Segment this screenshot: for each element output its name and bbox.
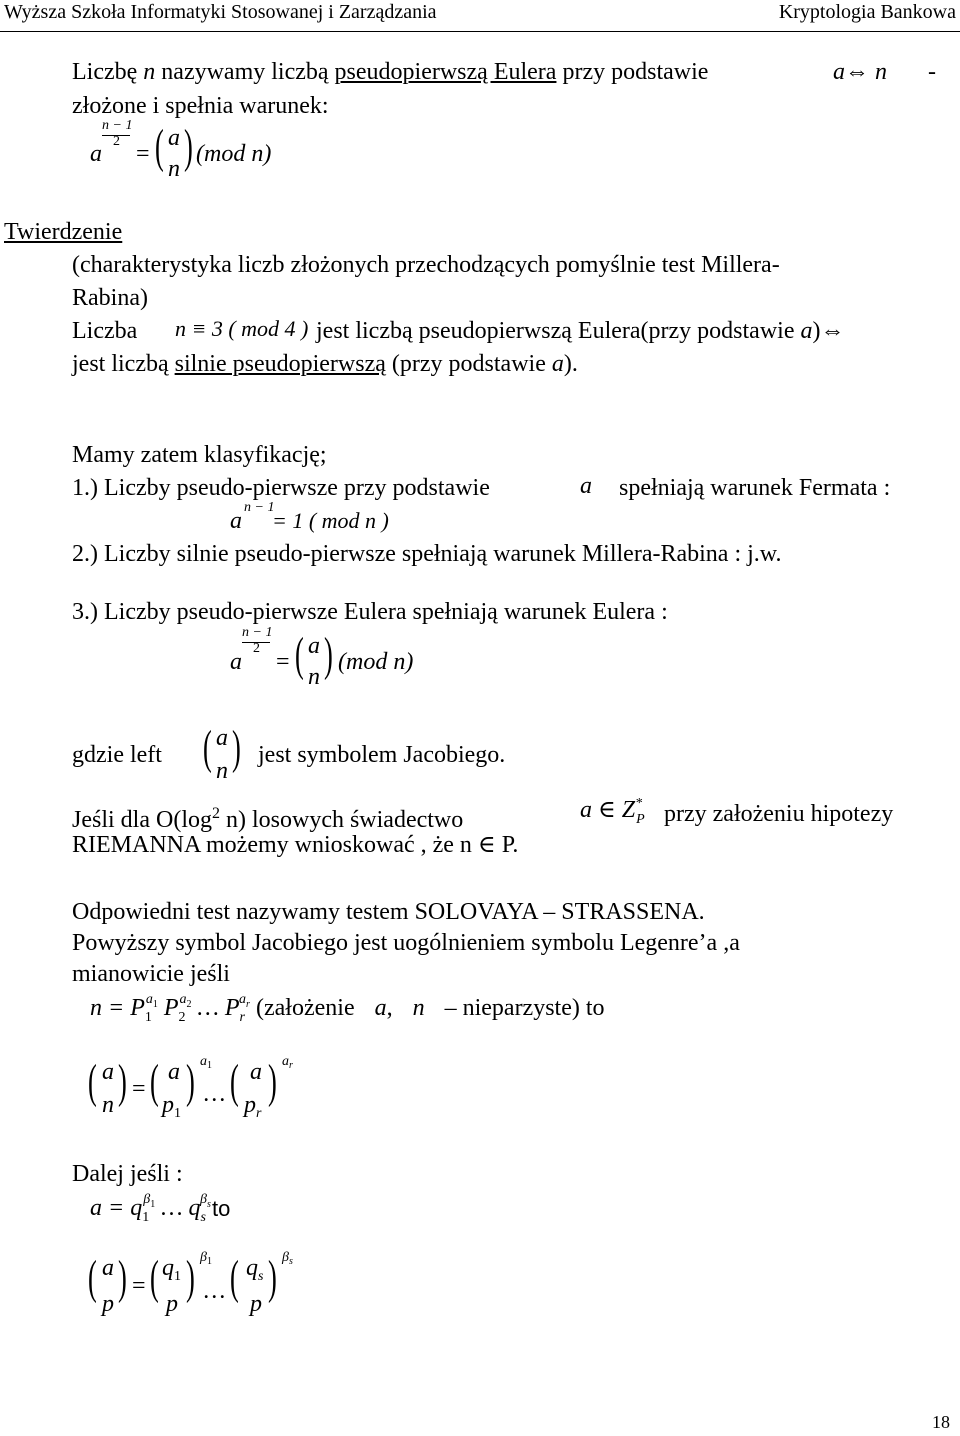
- riemann-line-2: RIEMANNA możemy wnioskować , że n ∈ P.: [72, 832, 519, 858]
- jp-f1-den-sub: 1: [174, 1106, 181, 1121]
- then-dots: … q: [161, 1195, 201, 1221]
- jacobi-left-text: gdzie left: [72, 742, 162, 768]
- theorem-iff: )⇔: [812, 318, 845, 344]
- ef1-sym-num: a: [168, 125, 180, 151]
- riemann-text-b: n) losowych świadectwo: [219, 807, 464, 833]
- lp-dots: …: [204, 1278, 226, 1304]
- theorem-congruence: n ≡ 3 ( mod 4 ): [175, 316, 309, 341]
- lp-f1-num: [162, 1254, 181, 1286]
- definition-condition: [833, 58, 887, 86]
- classification-item-2: 2.) Liczby silnie pseudo-pierwsze spełniają warunek Millera-Rabina : j.w.: [72, 541, 782, 567]
- jacobi-den: n: [216, 758, 228, 784]
- then-q1-sub: 1: [142, 1210, 150, 1225]
- ef2-sym-den: n: [308, 664, 320, 690]
- ef2-sym-num: a: [308, 633, 320, 659]
- riemann-elem-sub: P: [636, 812, 645, 827]
- factorization: [90, 994, 250, 1027]
- lp-f1-lparen: (: [150, 1251, 159, 1304]
- definition-line-2: złożone i spełnia warunek:: [72, 93, 329, 119]
- jp-f1-den-p: p: [162, 1092, 174, 1118]
- jp-f1-exp: [200, 1054, 212, 1070]
- page-number: 18: [932, 1412, 950, 1432]
- factor-p2-sub: 2: [178, 1010, 186, 1025]
- lp-f2-exp-b: β: [282, 1250, 289, 1265]
- jacobi-num: a: [216, 725, 228, 751]
- jp-f2-exp-a: a: [282, 1054, 289, 1069]
- riemann-elem-sup: *: [635, 796, 643, 811]
- then-qs-sub: s: [200, 1210, 206, 1225]
- jacobi-lparen: (: [203, 721, 212, 774]
- factor-p2-supsub: 2: [186, 999, 192, 1010]
- ef1-eq: =: [136, 141, 150, 167]
- ef1-exp-num: n − 1: [102, 118, 133, 133]
- solovay-line-3: mianowicie jeśli: [72, 961, 230, 987]
- ef2-base: a: [230, 649, 242, 675]
- def-term: pseudopierwszą Eulera: [334, 59, 557, 85]
- theorem-line-4a: jest liczbą: [72, 351, 175, 377]
- jacobi-right-text: jest symbolem Jacobiego.: [258, 742, 506, 768]
- factor-note-a: (założenie: [256, 995, 355, 1021]
- header-right: Kryptologia Bankowa: [778, 1, 956, 23]
- jp-f2-lparen: (: [230, 1055, 239, 1108]
- def-text-1: Liczbę: [72, 59, 144, 85]
- factor-p1-supsub: 1: [152, 999, 158, 1010]
- lp-l-num: a: [102, 1255, 114, 1281]
- lp-f2-exp-sub: s: [288, 1256, 293, 1267]
- definition-dash: -: [928, 59, 936, 85]
- factor-note-var-n: n: [412, 995, 425, 1021]
- theorem-line-4e: ).: [563, 351, 578, 377]
- lp-f1-exp-sub: 1: [206, 1256, 212, 1267]
- jp-l-den: n: [102, 1092, 114, 1118]
- def-text-2: nazywamy liczbą: [155, 59, 335, 85]
- lp-f2-exp: [282, 1250, 293, 1266]
- riemann-element: [580, 796, 645, 828]
- fermat-rest: = 1 ( mod n ): [272, 508, 389, 533]
- lp-f1-q: q: [162, 1255, 174, 1281]
- jp-f1-num: a: [168, 1059, 180, 1085]
- theorem-var-a2: a: [551, 351, 564, 377]
- factor-pr-sup: a: [238, 992, 246, 1007]
- factor-p1-sub: 1: [144, 1010, 152, 1025]
- fermat-base: a: [230, 508, 242, 534]
- header-left: Wyższa Szkoła Informatyki Stosowanej i Zarządzania: [4, 1, 437, 23]
- lp-f2-num: [246, 1254, 263, 1286]
- then-lhs: a = q: [90, 1195, 143, 1221]
- jp-f1-exp-a: a: [200, 1054, 207, 1069]
- theorem-line-4c: (przy podstawie: [385, 351, 552, 377]
- jp-eq: =: [132, 1076, 146, 1102]
- riemann-elem: a ∈ Z: [580, 797, 636, 823]
- ef1-sym-den: n: [168, 156, 180, 182]
- cond-n: n: [875, 59, 887, 85]
- riemann-text-a: Jeśli dla O(log: [72, 807, 212, 833]
- jp-f2-rparen: ): [268, 1055, 277, 1108]
- factor-note-var-a: a: [374, 995, 387, 1021]
- lp-f1-exp: [200, 1250, 212, 1266]
- then-qs-sup: β: [199, 1192, 207, 1207]
- theorem-title: Twierdzenie: [4, 219, 123, 245]
- jp-f1-exp-sub: 1: [207, 1060, 212, 1071]
- ef2-mod: (mod n): [338, 649, 414, 675]
- factor-note-comma: ,: [386, 995, 393, 1021]
- then-factorization: [90, 1194, 211, 1227]
- lp-l-lparen: (: [88, 1251, 97, 1304]
- lp-l-den: p: [102, 1291, 114, 1317]
- def-var-n: n: [143, 59, 156, 85]
- factor-lhs: n = P: [90, 995, 145, 1021]
- lp-f1-exp-b: β: [200, 1250, 207, 1265]
- solovay-line-1: Odpowiedni test nazywamy testem SOLOVAYA – STRASSENA.: [72, 899, 705, 925]
- jp-l-num: a: [102, 1059, 114, 1085]
- then-q1-sup: β: [143, 1192, 151, 1207]
- definition-line-1: [72, 58, 708, 86]
- factor-pr-sub: r: [239, 1010, 245, 1025]
- lp-f1-rparen: ): [186, 1251, 195, 1304]
- jp-f2-num: a: [250, 1059, 262, 1085]
- ef2-eq: =: [276, 649, 290, 675]
- jp-f2-den: [244, 1091, 261, 1123]
- theorem-term: silnie pseudopierwszą: [174, 351, 386, 377]
- factor-p2: P: [163, 995, 179, 1021]
- jacobi-rparen: ): [232, 721, 241, 774]
- jp-f1-rparen: ): [186, 1055, 195, 1108]
- ef1-rparen: ): [184, 120, 193, 173]
- jp-f2-exp-sub: r: [289, 1060, 293, 1071]
- cond-iff: ⇔: [845, 59, 869, 85]
- ef1-lparen: (: [155, 120, 164, 173]
- classification-item-1a: 1.) Liczby pseudo-pierwsze przy podstawie: [72, 475, 490, 501]
- lp-l-rparen: ): [118, 1251, 127, 1304]
- lp-f2-q-sub: s: [258, 1269, 264, 1284]
- riemann-line-1c: przy założeniu hipotezy: [664, 801, 894, 827]
- classification-item-3: 3.) Liczby pseudo-pierwsze Eulera spełniają warunek Eulera :: [72, 599, 668, 625]
- factor-dots: … P: [197, 995, 240, 1021]
- theorem-line-3b-text: jest liczbą pseudopierwszą Eulera(przy podstawie: [316, 318, 801, 344]
- jp-l-lparen: (: [88, 1055, 97, 1108]
- factor-note-b: – nieparzyste) to: [444, 995, 605, 1021]
- theorem-line-2: Rabina): [72, 285, 148, 311]
- cond-a: a: [833, 59, 845, 85]
- jp-dots: …: [204, 1081, 226, 1107]
- then-q1-supsub: 1: [150, 1199, 156, 1210]
- classification-item-1-var: a: [580, 473, 592, 499]
- theorem-line-4: [72, 350, 578, 378]
- riemann-line-1a: [72, 800, 463, 834]
- ef1-exp-den: 2: [113, 134, 120, 149]
- theorem-line-3a: Liczba: [72, 318, 138, 344]
- factor-p2-sup: a: [179, 992, 187, 1007]
- classification-intro: Mamy zatem klasyfikację;: [72, 442, 327, 468]
- factor-note: [256, 994, 605, 1022]
- lp-f2-q: q: [246, 1255, 258, 1281]
- lp-f1-q-sub: 1: [174, 1269, 181, 1284]
- lp-f2-den: p: [250, 1291, 262, 1317]
- solovay-line-2: Powyższy symbol Jacobiego jest uogólnieniem symbolu Legenre’a ,a: [72, 930, 740, 956]
- ef1-base: a: [90, 141, 102, 167]
- factor-pr-supsub: r: [245, 999, 250, 1010]
- theorem-line-3b: [316, 317, 844, 345]
- jp-l-rparen: ): [118, 1055, 127, 1108]
- then-qs-supsub: s: [206, 1199, 211, 1210]
- classification-item-1b: spełniają warunek Fermata :: [619, 475, 891, 501]
- lp-f2-rparen: ): [268, 1251, 277, 1304]
- jp-f1-lparen: (: [150, 1055, 159, 1108]
- jp-f2-exp: [282, 1054, 293, 1070]
- jp-f1-den: [162, 1091, 181, 1123]
- then-label: Dalej jeśli :: [72, 1161, 183, 1187]
- lp-eq: =: [132, 1273, 146, 1299]
- ef2-exp-den: 2: [253, 641, 260, 656]
- ef2-rparen: ): [324, 628, 333, 681]
- def-text-3: przy podstawie: [556, 59, 709, 85]
- ef1-mod: (mod n): [196, 141, 272, 167]
- jp-f2-den-p: p: [244, 1092, 256, 1118]
- lp-f1-den: p: [166, 1291, 178, 1317]
- lp-f2-lparen: (: [230, 1251, 239, 1304]
- then-to: to: [212, 1196, 231, 1221]
- ef2-lparen: (: [295, 628, 304, 681]
- fermat-exp: n − 1: [244, 500, 275, 515]
- riemann-sup: 2: [211, 805, 220, 822]
- ef2-exp-num: n − 1: [242, 625, 273, 640]
- theorem-line-1: (charakterystyka liczb złożonych przechodzących pomyślnie test Millera-: [72, 252, 780, 278]
- header-rule: [0, 31, 960, 32]
- theorem-var-a: a: [800, 318, 813, 344]
- jp-f2-den-sub: r: [256, 1106, 262, 1121]
- factor-p1-sup: a: [145, 992, 153, 1007]
